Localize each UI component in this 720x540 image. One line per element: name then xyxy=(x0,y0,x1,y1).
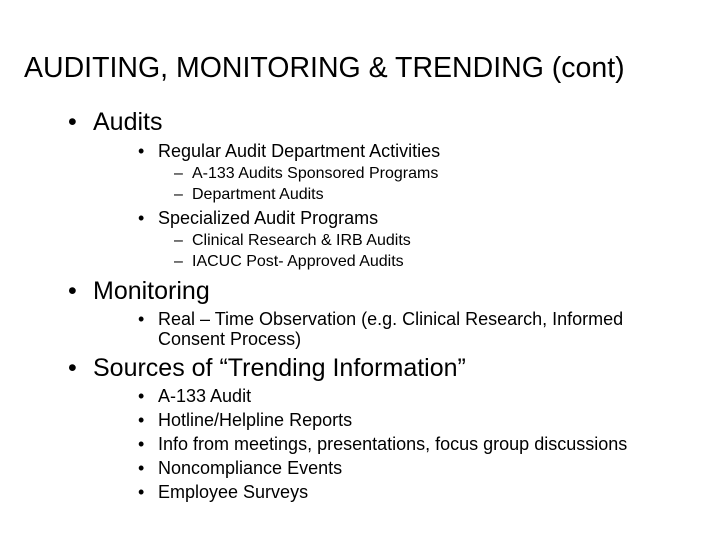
sub-bullet-regular-audit xyxy=(138,141,440,162)
bullet-sources xyxy=(68,354,466,383)
list-item-label: IACUC Post- Approved Audits xyxy=(192,253,404,270)
list-item-label: Employee Surveys xyxy=(158,482,309,502)
list-item xyxy=(138,458,342,479)
bullet-icon: • xyxy=(138,141,145,161)
bullet-icon: • xyxy=(138,458,145,478)
list-item xyxy=(174,232,411,250)
bullet-audits xyxy=(68,108,162,137)
bullet-icon: • xyxy=(138,208,145,228)
bullet-icon: • xyxy=(68,108,77,136)
bullet-label: Audits xyxy=(93,108,163,136)
dash-icon: – xyxy=(174,165,183,182)
list-item-label: Department Audits xyxy=(192,186,324,203)
bullet-monitoring xyxy=(68,277,210,306)
list-item xyxy=(138,410,352,431)
sub-bullet-label: Regular Audit Department Activities xyxy=(158,141,441,161)
sub-bullet-label: Specialized Audit Programs xyxy=(158,208,379,228)
bullet-icon: • xyxy=(68,354,77,382)
bullet-label: Sources of “Trending Information” xyxy=(93,354,466,382)
sub-bullet-label: Real – Time Observation (e.g. Clinical Research, Informed xyxy=(158,309,624,329)
bullet-icon: • xyxy=(138,482,145,502)
dash-icon: – xyxy=(174,253,183,270)
sub-bullet-real-time xyxy=(138,309,623,330)
list-item-label: A-133 Audits Sponsored Programs xyxy=(192,165,439,182)
dash-icon: – xyxy=(174,232,183,249)
slide-title: AUDITING, MONITORING & TRENDING (cont) xyxy=(24,52,625,84)
bullet-icon: • xyxy=(138,386,145,406)
bullet-icon: • xyxy=(138,410,145,430)
dash-icon: – xyxy=(174,186,183,203)
bullet-label: Monitoring xyxy=(93,277,210,305)
list-item-label: Hotline/Helpline Reports xyxy=(158,410,353,430)
list-item-label: Noncompliance Events xyxy=(158,458,343,478)
sub-bullet-continuation: Consent Process) xyxy=(158,329,302,349)
list-item-label: Info from meetings, presentations, focus group discussions xyxy=(158,434,628,454)
list-item-label: Clinical Research & IRB Audits xyxy=(192,232,411,249)
list-item xyxy=(174,186,324,204)
sub-bullet-specialized-audit xyxy=(138,208,378,229)
list-item xyxy=(138,482,308,503)
bullet-icon: • xyxy=(138,434,145,454)
list-item xyxy=(174,253,404,271)
list-item xyxy=(138,434,627,455)
list-item-label: A-133 Audit xyxy=(158,386,252,406)
list-item xyxy=(138,386,251,407)
bullet-icon: • xyxy=(68,277,77,305)
bullet-icon: • xyxy=(138,309,145,329)
list-item xyxy=(174,165,438,183)
